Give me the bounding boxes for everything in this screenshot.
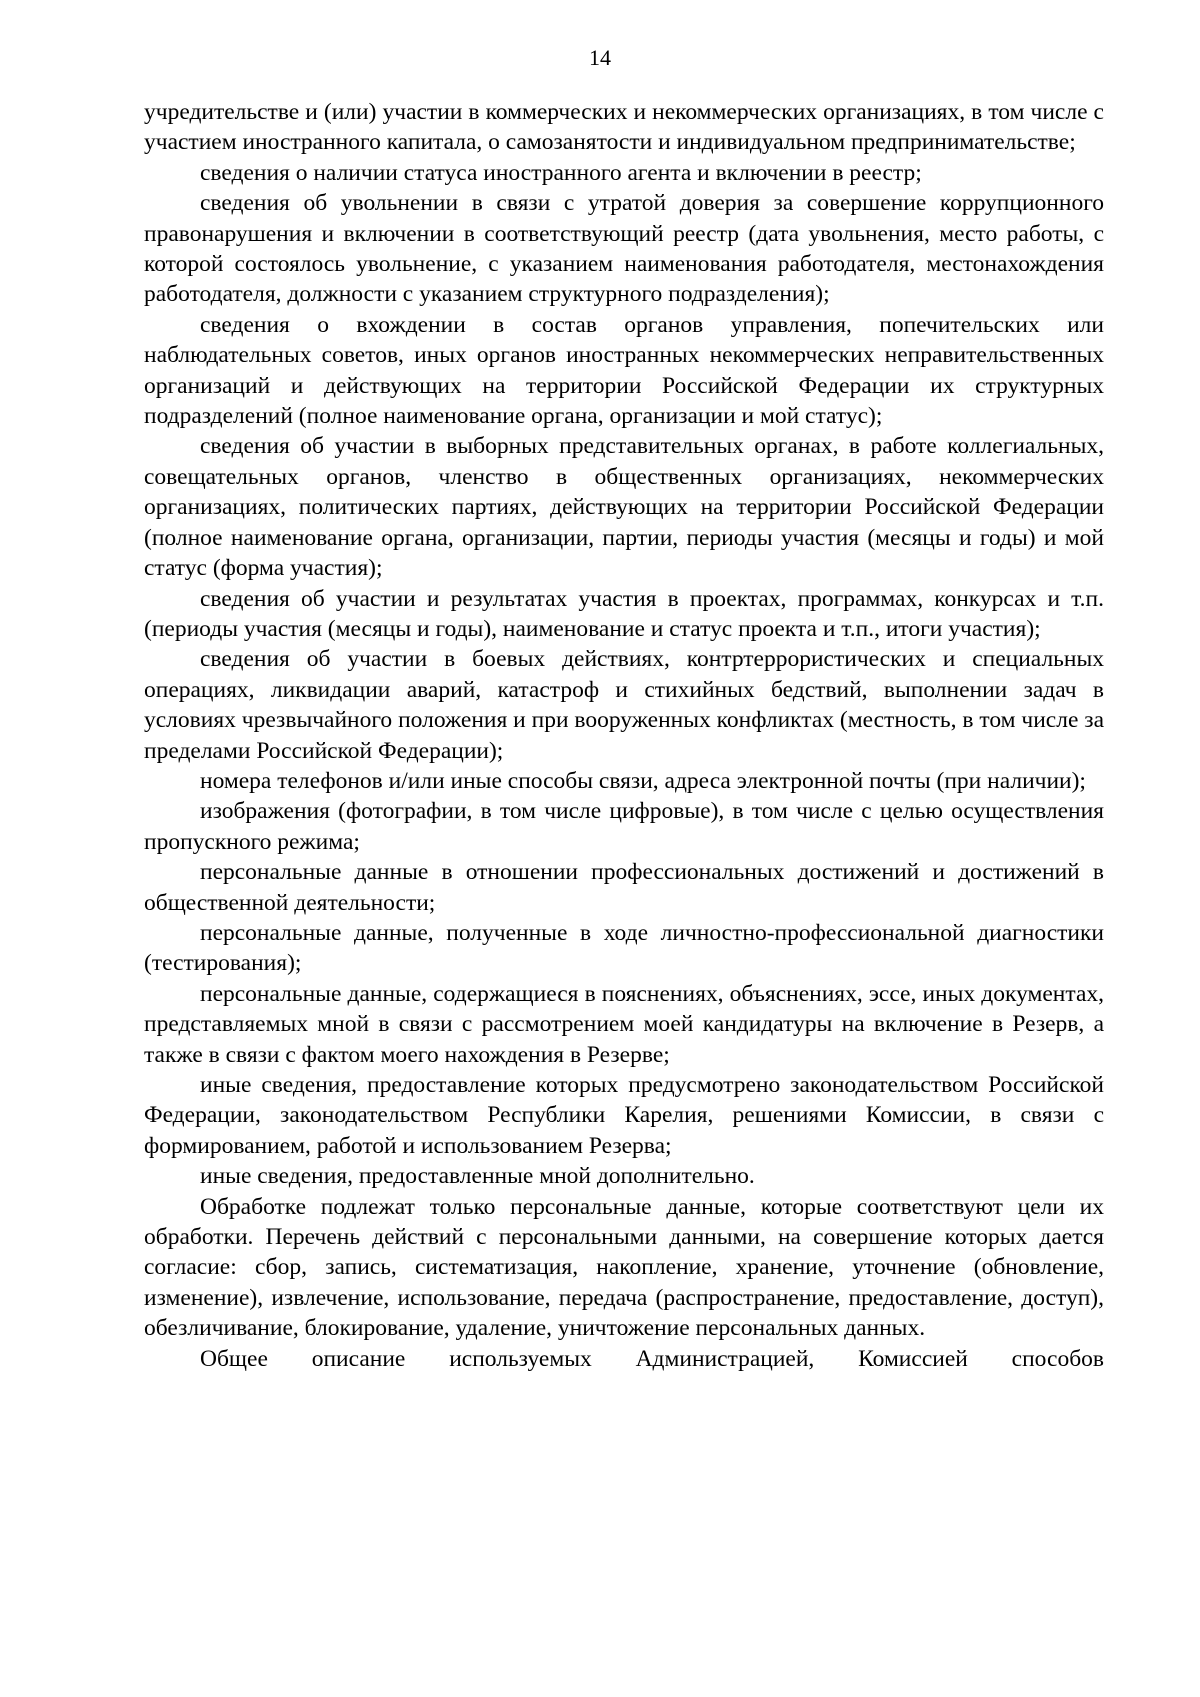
paragraph-combat-operations: сведения об участии в боевых действиях, контртеррористических и специальных операциях, ликвидации аварий, катастроф и стихийных бедствий, выполнении задач в условиях чрезвычайного положения и при вооруженных конфликтах (местность, в том числе за пределами Российской Федерации); [144, 646, 1104, 764]
paragraph-dismissal-info: сведения об увольнении в связи с утратой доверия за совершение коррупционного правонарушения и включении в соответствующий реестр (дата увольнения, место работы, с которой состоялось увольнение, с указанием наименования работодателя, местонахождения работодателя, должности с указанием структурного подразделения); [144, 190, 1104, 308]
paragraph-processing-actions: Обработке подлежат только персональные данные, которые соответствуют цели их обработки. Перечень действий с персональными данными, на совершение которых дается согласие: сбор, запись, систематизация, накопление, хранение, уточнение (обновление, изменение), извлечение, использование, передача (распространение, предоставление, доступ), обезличивание, блокирование, удаление, уничтожение персональных данных. [144, 1193, 1104, 1342]
paragraph-additional-info: иные сведения, предоставленные мной дополнительно. [200, 1163, 755, 1190]
page-number: 14 [589, 45, 611, 70]
paragraph-processing-methods: Общее описание используемых Администрацией, Комиссией способов [200, 1345, 1104, 1372]
paragraph-diagnostics: персональные данные, полученные в ходе личностно-профессиональной диагностики (тестирования); [144, 919, 1104, 977]
paragraph-elected-bodies: сведения об участии в выборных представительных органах, в работе коллегиальных, совещательных органов, членство в общественных организациях, некоммерческих организациях, политических партиях, действующих на территории Российской Федерации (полное наименование органа, организации, партии, периоды участия (месяцы и годы) и мой статус (форма участия); [144, 433, 1104, 582]
paragraph-explanations-essays: персональные данные, содержащиеся в пояснениях, объяснениях, эссе, иных документах, представляемых мной в связи с рассмотрением моей кандидатуры на включение в Резерв, а также в связи с фактом моего нахождения в Резерве; [144, 980, 1104, 1068]
paragraph-professional-achievements: персональные данные в отношении профессиональных достижений и достижений в общественной деятельности; [144, 859, 1104, 916]
paragraph-foreign-agent-status: сведения о наличии статуса иностранного агента и включении в реестр; [200, 159, 922, 186]
paragraph-continuation: учредительстве и (или) участии в коммерческих и некоммерческих организациях, в том числе с участием иностранного капитала, о самозанятости и индивидуальном предпринимательстве; [144, 99, 1104, 156]
paragraph-images: изображения (фотографии, в том числе цифровые), в том числе с целью осуществления пропускного режима; [144, 798, 1104, 855]
paragraph-contact-info: номера телефонов и/или иные способы связи, адреса электронной почты (при наличии); [200, 767, 1086, 794]
paragraph-governing-bodies: сведения о вхождении в состав органов управления, попечительских или наблюдательных советов, иных органов иностранных некоммерческих неправительственных организаций и действующих на территории Российской Федерации их структурных подразделений (полное наименование органа, организации и мой статус); [144, 311, 1104, 430]
paragraph-projects-participation: сведения об участии и результатах участия в проектах, программах, конкурсах и т.п. (периоды участия (месяцы и годы), наименование и статус проекта и т.п., итоги участия); [144, 585, 1104, 642]
paragraph-other-legal-info: иные сведения, предоставление которых предусмотрено законодательством Российской Федерации, законодательством Республики Карелия, решениями Комиссии, в связи с формированием, работой и использованием Резерва; [144, 1072, 1104, 1159]
document-body [144, 97, 1104, 1374]
